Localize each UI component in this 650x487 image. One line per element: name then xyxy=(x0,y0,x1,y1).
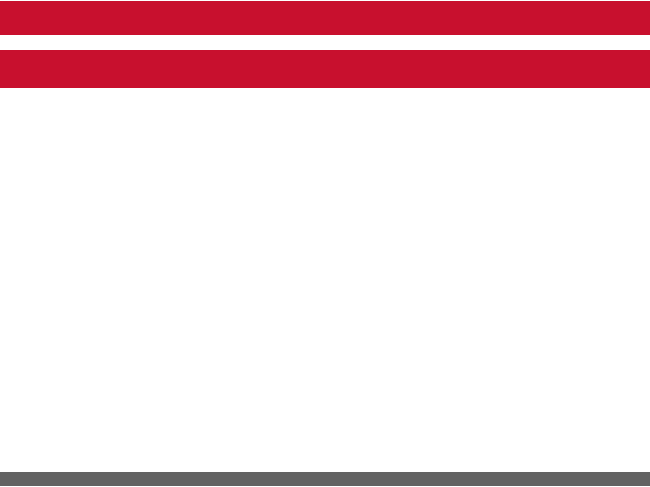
page-banner-new-homes xyxy=(0,1,650,35)
cards-row-top xyxy=(0,35,650,37)
cards-row-stock xyxy=(0,88,650,90)
image-source-bar xyxy=(0,472,650,486)
cards-row-bottom xyxy=(0,41,650,43)
page-banner-stock-homes xyxy=(0,50,650,88)
